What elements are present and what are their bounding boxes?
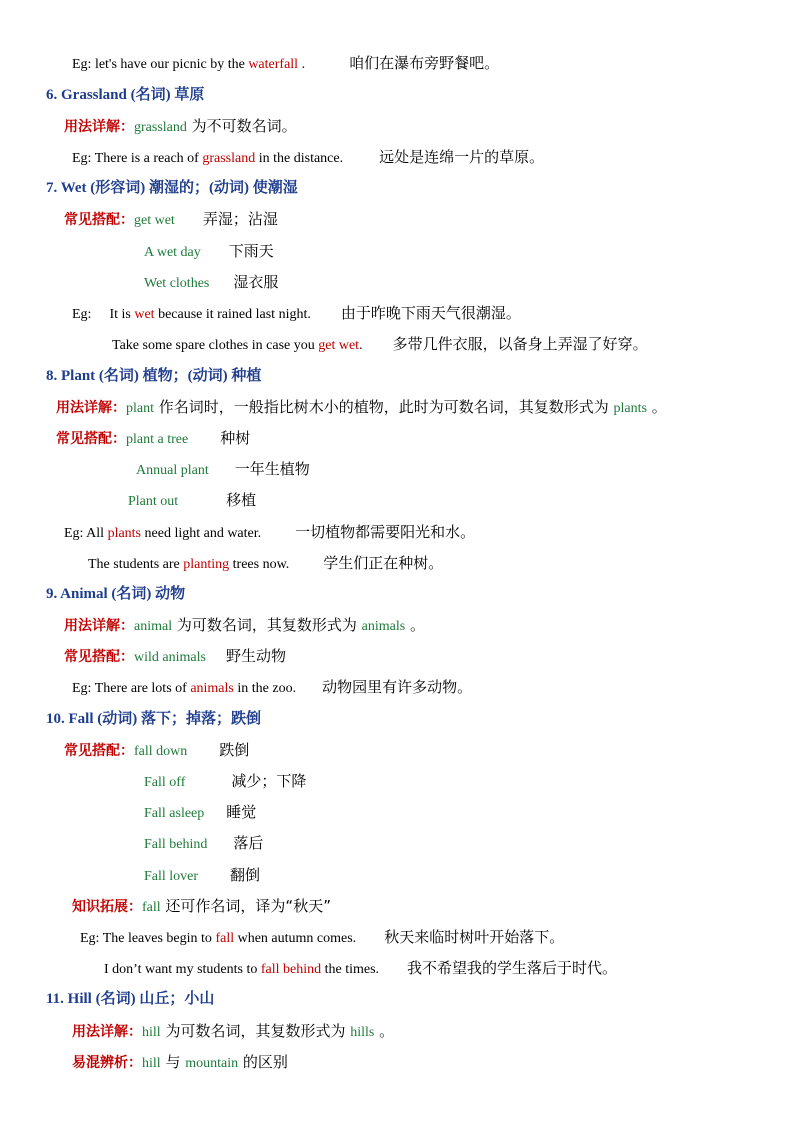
section-heading: 9. Animal (名词) 动物 [46, 586, 186, 602]
chinese-text: 落后 [233, 834, 264, 852]
example-line [144, 802, 256, 822]
section-heading: 6. Grassland (名词) 草原 [46, 87, 205, 103]
english-text: . [359, 338, 363, 353]
usage-line [64, 209, 278, 229]
chinese-text: 动物园里有许多动物。 [322, 678, 473, 696]
chinese-text: 弄湿；沾湿 [202, 210, 278, 228]
section-heading: 10. Fall (动词) 落下；掉落；跌倒 [46, 711, 261, 727]
english-text: It is [109, 307, 135, 322]
highlight-term: plant a tree [126, 432, 189, 447]
usage-line [72, 896, 331, 916]
chinese-text: 一切植物都需要阳光和水。 [295, 523, 476, 541]
english-text: . [298, 57, 306, 72]
chinese-text: 多带几件衣服，以备身上弄湿了好穿。 [392, 335, 648, 353]
highlight-term: planting [183, 557, 230, 572]
usage-line [56, 397, 667, 417]
label-tag: 常见搭配： [64, 649, 134, 665]
label-tag: 用法详解： [56, 400, 126, 416]
highlight-term: hill [142, 1056, 161, 1071]
english-text: I don’t want my students to [104, 962, 261, 977]
label-tag: 常见搭配： [64, 212, 134, 228]
example-line [144, 241, 274, 261]
chinese-text: 下雨天 [228, 242, 274, 260]
chinese-text: 移植 [226, 491, 257, 509]
highlight-term: grassland [134, 120, 187, 135]
usage-line [64, 646, 286, 666]
chinese-text: 学生们正在种树。 [323, 554, 444, 572]
usage-line [56, 428, 250, 448]
example-line [128, 490, 256, 510]
english-text: Eg: There is a reach of [72, 151, 203, 166]
example-line [88, 553, 443, 573]
english-text: because it rained last night. [154, 307, 311, 322]
chinese-text: 作名词时，一般指比树木小的植物，此时为可数名词，其复数形式为 [154, 398, 614, 416]
example-line [104, 958, 617, 978]
chinese-text: 为可数名词，其复数形式为 [172, 616, 362, 634]
highlight-term: fall [142, 900, 161, 915]
highlight-term: animals [190, 681, 234, 696]
english-text: Eg: [72, 307, 92, 322]
highlight-term: wild animals [134, 650, 206, 665]
example-line [72, 53, 499, 73]
highlight-term: get wet [318, 338, 360, 353]
usage-line [64, 116, 297, 136]
english-text: the times. [321, 962, 380, 977]
chinese-text: 远处是连绵一片的草原。 [379, 148, 545, 166]
chinese-text: 为不可数名词。 [186, 117, 297, 135]
chinese-text: 种树 [220, 429, 251, 447]
label-tag: 常见搭配： [56, 431, 126, 447]
usage-line [72, 1052, 288, 1072]
example-line [72, 677, 472, 697]
english-text: Eg: There are lots of [72, 681, 191, 696]
example-line [80, 927, 564, 947]
usage-line [64, 615, 425, 635]
chinese-text: 。 [405, 616, 425, 634]
example-line [72, 303, 521, 323]
highlight-term: waterfall [248, 57, 299, 72]
highlight-term: fall [215, 931, 235, 946]
highlight-term: hill [142, 1025, 161, 1040]
label-tag: 知识拓展： [72, 899, 142, 915]
chinese-text: 睡觉 [226, 803, 257, 821]
highlight-term: Fall lover [144, 869, 199, 884]
chinese-text: 秋天来临时树叶开始落下。 [384, 928, 565, 946]
label-tag: 用法详解： [72, 1024, 142, 1040]
chinese-text: 的区别 [238, 1053, 288, 1071]
english-text: need light and water. [141, 526, 262, 541]
english-text: in the zoo. [233, 681, 297, 696]
chinese-text: 我不希望我的学生落后于时代。 [407, 959, 618, 977]
label-tag: 用法详解： [64, 119, 134, 135]
chinese-text: 为可数名词，其复数形式为 [160, 1022, 351, 1040]
example-line [72, 147, 544, 167]
section-heading: 8. Plant (名词) 植物；(动词) 种植 [46, 368, 262, 384]
highlight-term: Annual plant [136, 463, 209, 478]
highlight-term: Fall behind [144, 837, 208, 852]
example-line [144, 833, 263, 853]
chinese-text: 。 [374, 1022, 395, 1040]
english-text: The students are [88, 557, 184, 572]
example-line [144, 771, 306, 791]
highlight-term: get wet [134, 213, 175, 228]
highlight-term: mountain [185, 1056, 239, 1071]
chinese-text: 咱们在瀑布旁野餐吧。 [349, 54, 500, 72]
highlight-term: wet [134, 307, 155, 322]
highlight-term: A wet day [144, 245, 201, 260]
chinese-text: 翻倒 [230, 866, 261, 884]
highlight-term: plants [107, 526, 142, 541]
section-heading: 7. Wet (形容词) 潮湿的；(动词) 使潮湿 [46, 180, 298, 196]
english-text: Eg: The leaves begin to [80, 931, 216, 946]
highlight-term: plants [613, 401, 647, 416]
english-text: trees now. [229, 557, 290, 572]
chinese-text: 还可作名词，译为“秋天” [160, 897, 331, 915]
label-tag: 常见搭配： [64, 743, 134, 759]
highlight-term: hills [350, 1025, 375, 1040]
chinese-text: 。 [647, 398, 667, 416]
chinese-text: 减少；下降 [231, 772, 307, 790]
highlight-term: Plant out [128, 494, 179, 509]
highlight-term: Fall off [144, 775, 186, 790]
english-text: when autumn comes. [234, 931, 357, 946]
highlight-term: Wet clothes [144, 276, 210, 291]
usage-line [64, 740, 249, 760]
example-line [136, 459, 310, 479]
example-line [144, 865, 260, 885]
highlight-term: grassland [202, 151, 256, 166]
chinese-text: 野生动物 [225, 647, 286, 665]
highlight-term: Fall asleep [144, 806, 205, 821]
highlight-term: fall down [134, 744, 188, 759]
example-line [64, 522, 475, 542]
chinese-text: 一年生植物 [234, 460, 310, 478]
english-text: Eg: All [64, 526, 108, 541]
label-tag: 易混辨析： [72, 1055, 142, 1071]
chinese-text: 与 [160, 1053, 186, 1071]
chinese-text: 跌倒 [219, 741, 250, 759]
example-line [144, 272, 278, 292]
section-heading: 11. Hill (名词) 山丘；小山 [46, 991, 215, 1007]
chinese-text: 由于昨晚下雨天气很潮湿。 [340, 304, 521, 322]
english-text: Take some spare clothes in case you [112, 338, 319, 353]
usage-line [72, 1021, 394, 1041]
highlight-term: animal [134, 619, 173, 634]
english-text: in the distance. [255, 151, 344, 166]
highlight-term: plant [126, 401, 154, 416]
english-text: Eg: let's have our picnic by the [72, 57, 249, 72]
label-tag: 用法详解： [64, 618, 134, 634]
highlight-term: animals [361, 619, 406, 634]
example-line [112, 334, 648, 354]
highlight-term: fall behind [260, 962, 322, 977]
chinese-text: 湿衣服 [233, 273, 279, 291]
